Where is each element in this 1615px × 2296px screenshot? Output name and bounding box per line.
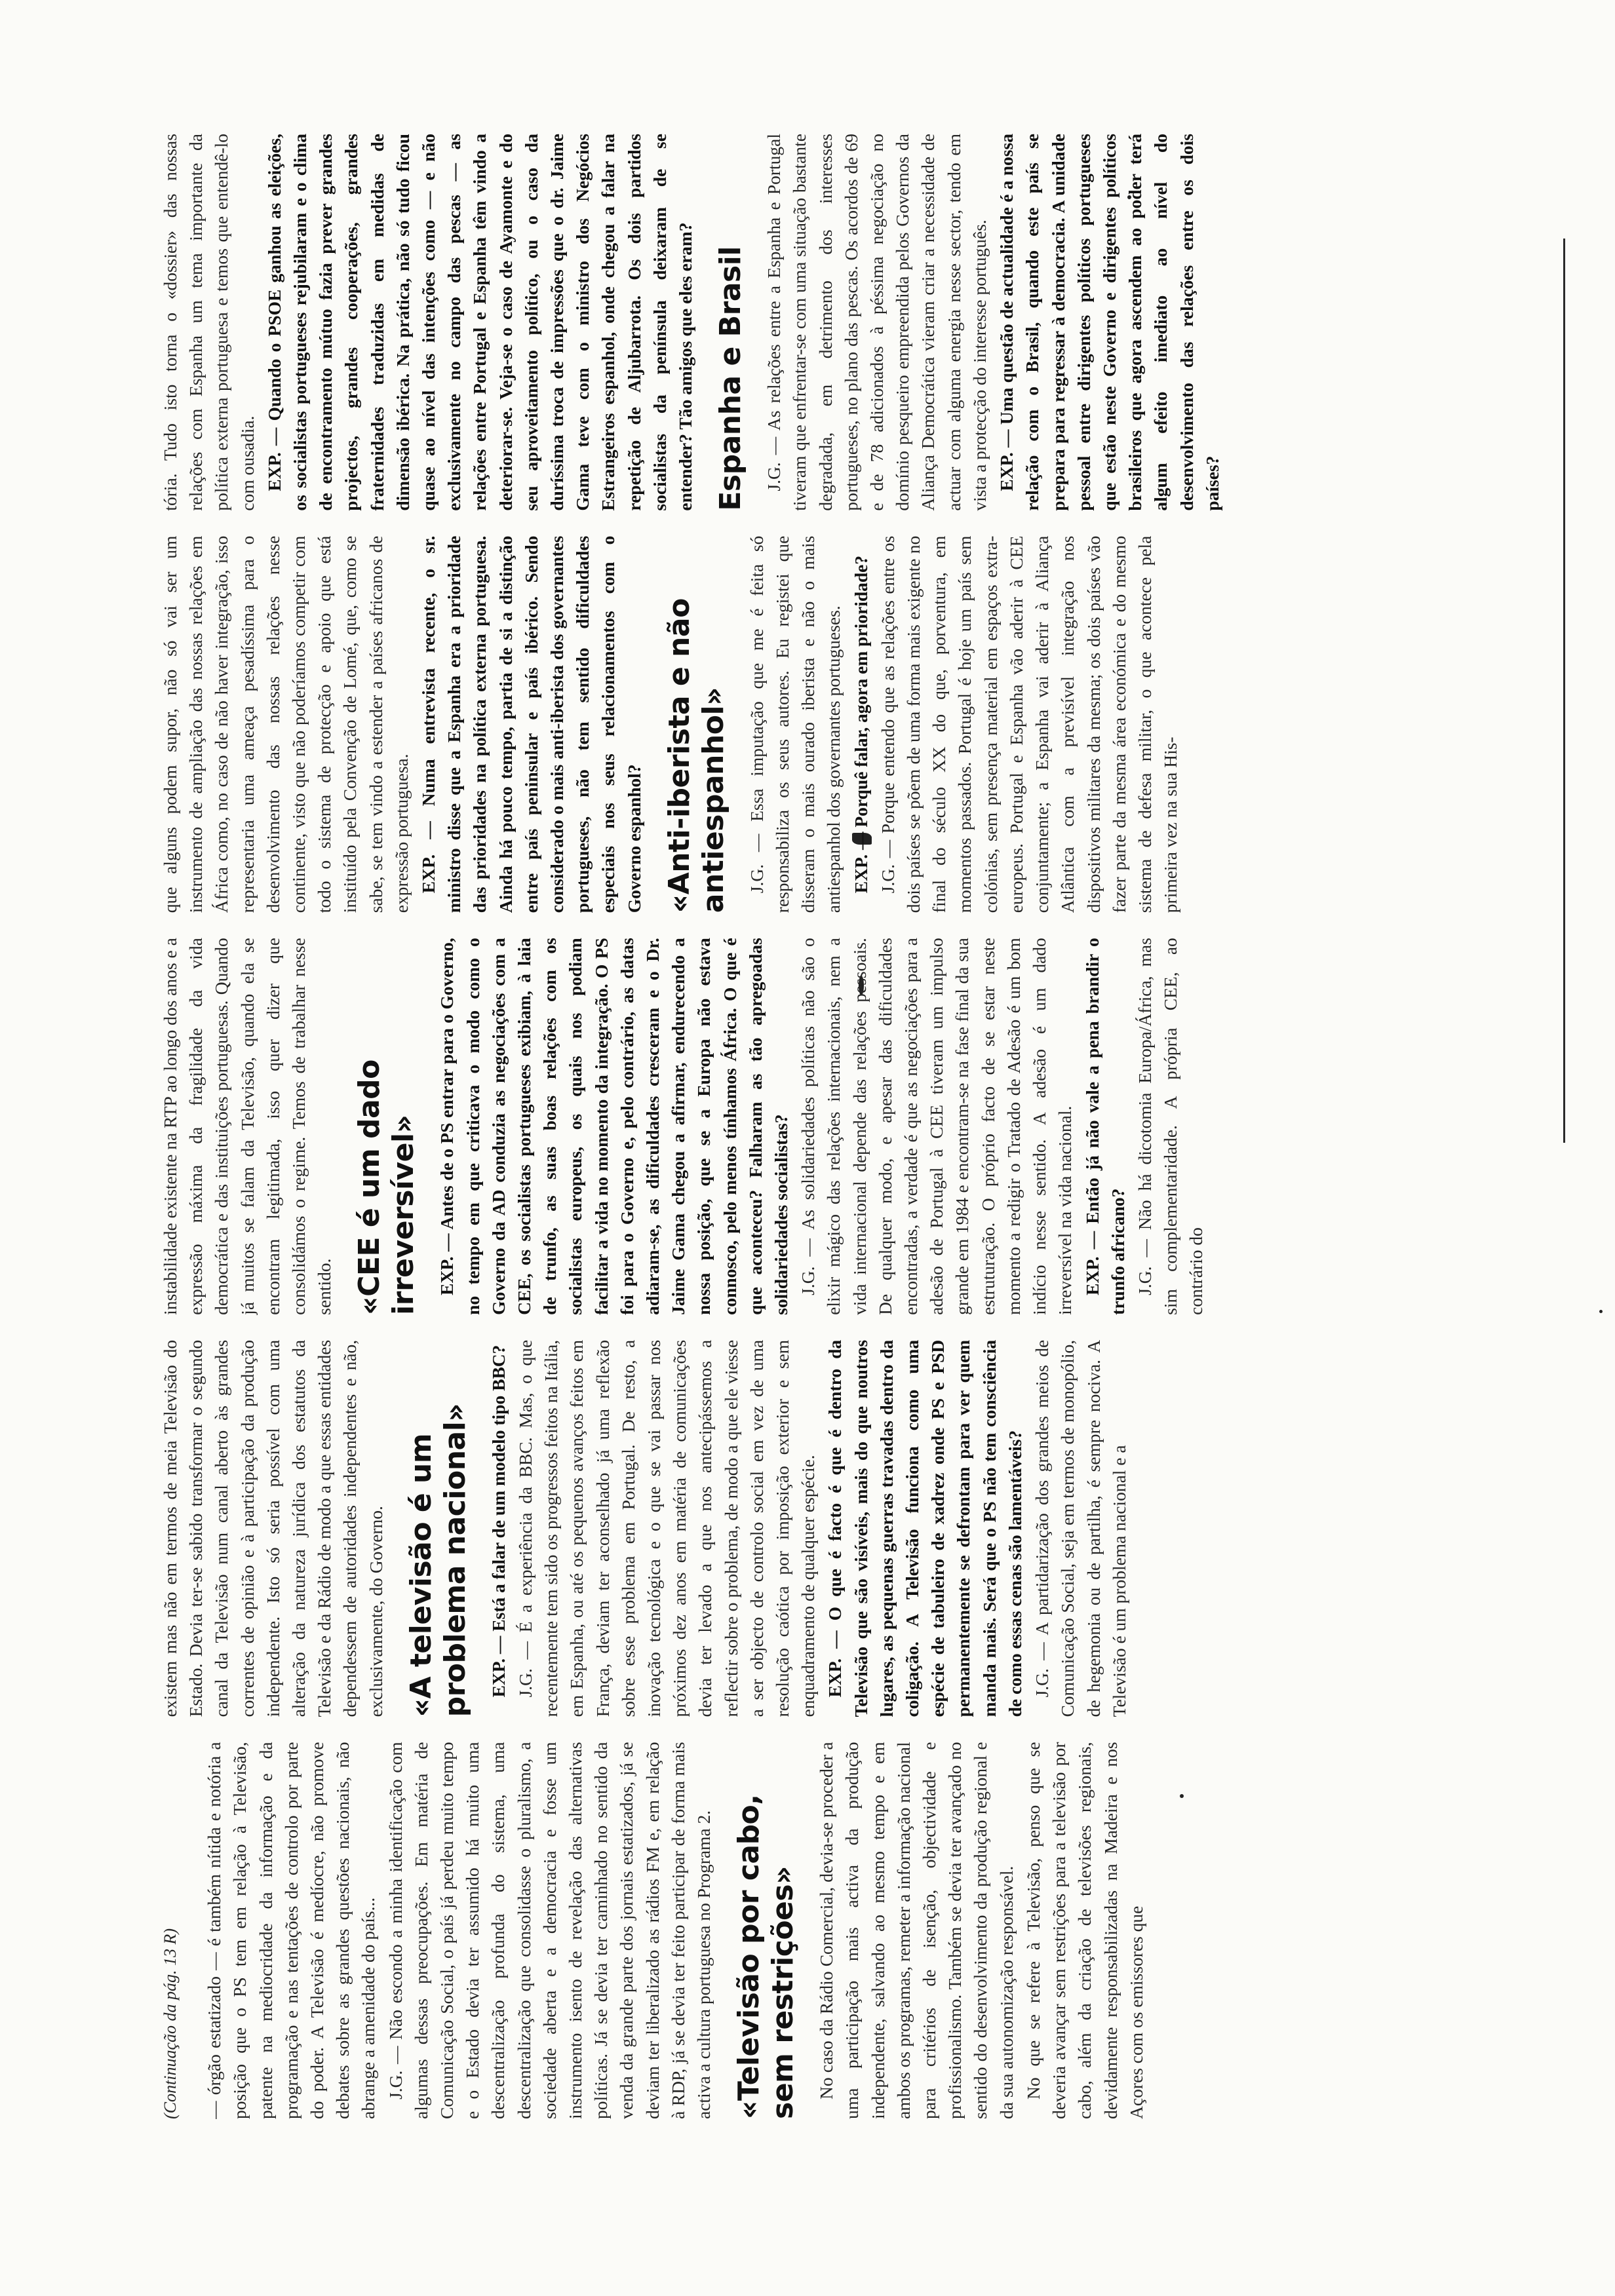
interviewer-question: EXP. — Antes de o PS entrar para o Governo, no tempo em que criticava o modo como o Governo da AD conduzia as negociações com a CEE, os socialistas portugueses exibiam, à laia de trunfo, as suas boas relações com os socialistas europeus, os quais nos podiam facilitar a vida no momento da integração. O PS foi para o Governo e, pelo contrário, as datas adiaram-se, as dificuldades cresceram e o Dr. Jaime Gama chegou a afirmar, endurecendo a nossa posição, que se a Europa não estava connosco, pelo menos tínhamos África. O que é que aconteceu? Falharam as tão apregoadas solidariedades socialistas? <box>437 938 792 1315</box>
interviewer-question: EXP. — Numa entrevista recente, o sr. ministro disse que a Espanha era a prioridade das prioridades na política externa portuguesa. Ainda há pouco tempo, partia de si a distinção entre país peninsular e país ibérico. Sendo considerado o mais anti-iberista dos governantes portugueses, não tem sentido dificuldades especiais nos seus relacionamentos com o Governo espanhol? <box>418 535 644 913</box>
article-paragraph: J.G. — As relações entre a Espanha e Portugal tiveram que enfrentar-se com uma situação bastante degradada, em detrimento dos interesses portugueses, no plano das pescas. Os acordos de 69 e de 78 adicionados à péssima negociação no domínio pesqueiro empreendida pelos Governos da Aliança Democrática vieram criar a necessidade de actuar com alguma energia nesse sector, tendo em vista a protecção do interesse português. <box>764 134 990 511</box>
section-heading: Espanha e Brasil <box>714 246 748 511</box>
article-paragraph: existem mas não em termos de meia Televisão do Estado. Devia ter-se sabido transformar o segundo canal da Televisão num canal aberto às grandes correntes de opinião e à participação da produção independente. Isto só seria possível com uma alteração da natureza jurídica dos estatutos da Televisão e da Rádio de modo a que essas entidades dependessem de autoridades independentes e não, exclusivamente, do Governo. <box>160 1339 386 1717</box>
article-paragraph: J.G. — A partidarização dos grandes meios de Comunicação Social, seja em termos de monopólio, de hegemonia ou de partilha, é sempre nociva. A Televisão é um problema nacional e a <box>1032 1339 1129 1717</box>
article-paragraph: No caso da Rádio Comercial, devia-se proceder a uma participação mais activa da produção independente, salvando ao mesmo tempo e em ambos os programas, remeter a informação nacional para critérios de isenção, objectividade e profissionalismo. Também se devia ter avançado no sentido do desenvolvimento da produção regional e da sua autonomização responsável. <box>816 1742 1017 2119</box>
section-heading: «Anti-iberista e não antiespanhol» <box>662 598 730 913</box>
continuation-note: (Continuação da pág. 13 R) <box>161 1928 180 2119</box>
article-paragraph: J.G. — É a experiência da BBC. Mas, o que recentemente tem sido os progressos feitos na Itália, em Espanha, ou até os pequenos avanços feitos em França, deviam ter aconselhado já uma reflexão sobre esse problema em Portugal. De resto, a inovação tecnológica e o que se vai passar nos próximos dez anos em matéria de comunicações devia ter levado a que nos antecipássemos a reflectir sobre o problema, de modo a que ele viesse a ser objecto de controlo social em vez de uma resolução caótica por imposição exterior e sem enquadramento de qualquer espécie. <box>515 1339 819 1717</box>
article-column-1 <box>157 1742 1553 2119</box>
article-paragraph: J.G. — Essa imputação que me é feita só responsabiliza os seus autores. Eu registei que disseram o mais ourado iberista e não o mais antiespanhol dos governantes portugueses. <box>746 535 844 913</box>
article-paragraph: J.G. — As solidariedades políticas não são o elixir mágico das relações internacionais, nem a vida internacional depende das relações pessoais. De qualquer modo, e apesar das dificuldades encontradas, a verdade é que as negociações para a adesão de Portugal à CEE tiveram um impulso grande em 1984 e encontram-se na fase final da sua estruturação. O próprio facto de se estar neste momento a redigir o Tratado de Adesão é um bom indício nesse sentido. A adesão é um dado irreversível na vida nacional. <box>798 938 1076 1315</box>
article-column-2 <box>157 1340 1553 1717</box>
article-column-3 <box>157 938 1553 1315</box>
scan-speck <box>1599 1310 1603 1313</box>
section-heading: «A televisão é um problema nacional» <box>404 1403 472 1717</box>
article-paragraph: No que se refere à Televisão, penso que se deveria avançar sem restrições para a televisão por cabo, além da criação de televisões regionais, devidamente responsabilizadas na Madeira e nos Açores com os emissores que <box>1022 1742 1146 2119</box>
article-paragraph: tória. Tudo isto torna o «dossier» das nossas relações com Espanha um tema importante da política externa portuguesa e temos que entendê-lo com ousadia. <box>160 134 258 511</box>
interviewer-question: EXP. — Porquê falar, agora em prioridade? <box>850 555 871 894</box>
section-heading: «CEE é um dado irreversível» <box>353 1060 421 1315</box>
interviewer-question: EXP. — Então já não vale a pena brandir o trunfo africano? <box>1081 938 1128 1315</box>
article-column-5 <box>157 134 1553 511</box>
article-paragraph: J.G. — Porque entendo que as relações entre os dois países se põem de uma forma mais exigente no final do século XX do que, porventura, em momentos passados. Portugal é hoje um país sem colónias, sem presença material em espaços extra-europeus. Portugal e Espanha vão aderir à CEE conjuntamente; a Espanha vai aderir à Aliança Atlântica com a previsível integração nos dispositivos militares da mesma; os dois países vão fazer parte da mesma área económica e do mesmo sistema de defesa militar, o que acontece pela primeira vez na sua His- <box>877 535 1181 913</box>
interviewer-question: EXP. — O que é facto é que é dentro da Televisão que são visíveis, mais do que noutros lugares, as pequenas guerras travadas dentro da coligação. A Televisão funciona como uma espécie de tabuleiro de xadrez onde PS e PSD permanentemente se defrontam para ver quem manda mais. Será que o PS não tem consciência de como essas cenas são lamentáveis? <box>825 1339 1025 1717</box>
interviewer-question: EXP. — Está a falar de um modelo tipo BBC? <box>488 1345 509 1698</box>
section-heading: «Televisão por cabo, sem restrições» <box>732 1794 800 2119</box>
article-paragraph: J.G. — Não há dicotomia Europa/África, mas sim complementaridade. A própria CEE, ao contrário do <box>1134 938 1207 1315</box>
article-paragraph: que alguns podem supor, não só vai ser um instrumento de ampliação das nossas relações em África como, no caso de não haver integração, isso representaria uma ameaça pesadíssima para o desenvolvimento das nossas relações nesse continente, visto que não poderíamos competir com todo o sistema de protecção e apoio que está instituído pela Convenção de Lomé, que, como se sabe, se tem vindo a estender a países africanos de expressão portuguesa. <box>160 535 412 913</box>
article-paragraph: — órgão estatizado — é também nítida e notória a posição que o PS tem em relação à Televisão, patente na mediocridade da informação e da programação e nas tentações de controlo por parte do poder. A Televisão é medíocre, não promove debates sobre as grandes questões nacionais, não abrange a amenidade do país... <box>204 1742 379 2119</box>
article-paragraph: instabilidade existente na RTP ao longo dos anos e a expressão máxima da fragilidade da vida democrática e das instituições portuguesas. Quando já muitos se falam da Televisão, quando ela se encontram legitimada, isso quer dizer que consolidámos o regime. Temos de trabalhar nesse sentido. <box>160 938 335 1315</box>
interviewer-question: EXP. — Uma questão de actualidade é a nossa relação com o Brasil, quando este país se prepara para regressar à democracia. A unidade pessoal entre dirigentes políticos portugueses que estão neste Governo e dirigentes políticos brasileiros que agora ascendem ao poder terá algum efeito imediato ao nível do desenvolvimento das relações entre os dois países? <box>996 134 1222 511</box>
article-column-4 <box>157 536 1553 913</box>
article-paragraph: J.G. — Não escondo a minha identificação com algumas dessas preocupações. Em matéria de Comunicação Social, o país já perdeu muito tempo e o Estado devia ter assumido há muito uma descentralização profunda do sistema, uma descentralização que consolidasse o pluralismo, a sociedade aberta e a democracia e fosse um instrumento isento de revelação das alternativas políticas. Já se devia ter caminhado no sentido da venda da grande parte dos jornais estatizados, já se deviam ter liberalizado as rádios FM e, em relação à RDP, já se devia ter feito participar de forma mais activa a cultura portuguesa no Programa 2. <box>385 1742 714 2119</box>
interviewer-question: EXP. — Quando o PSOE ganhou as eleições, os socialistas portugueses rejubilaram e o clima de encontramento mútuo fazia prever grandes projectos, grandes cooperações, grandes fraternidades traduzidas em medidas de dimensão ibérica. Na prática, não só tudo ficou quase ao nível das intenções como — e não exclusivamente no campo das pescas — as relações entre Portugal e Espanha têm vindo a deteriorar-se. Veja-se o caso de Ayamonte e do seu aproveitamento político, ou o caso da duríssima troca de impressões que o dr. Jaime Gama teve com o ministro dos Negócios Estrangeiros espanhol, onde chegou a falar na repetição de Aljubarrota. Os dois partidos socialistas da península deixaram de se entender? Tão amigos que eles eram? <box>263 134 696 511</box>
article-body <box>157 134 1553 2119</box>
column-end-rule <box>1563 239 1565 1143</box>
